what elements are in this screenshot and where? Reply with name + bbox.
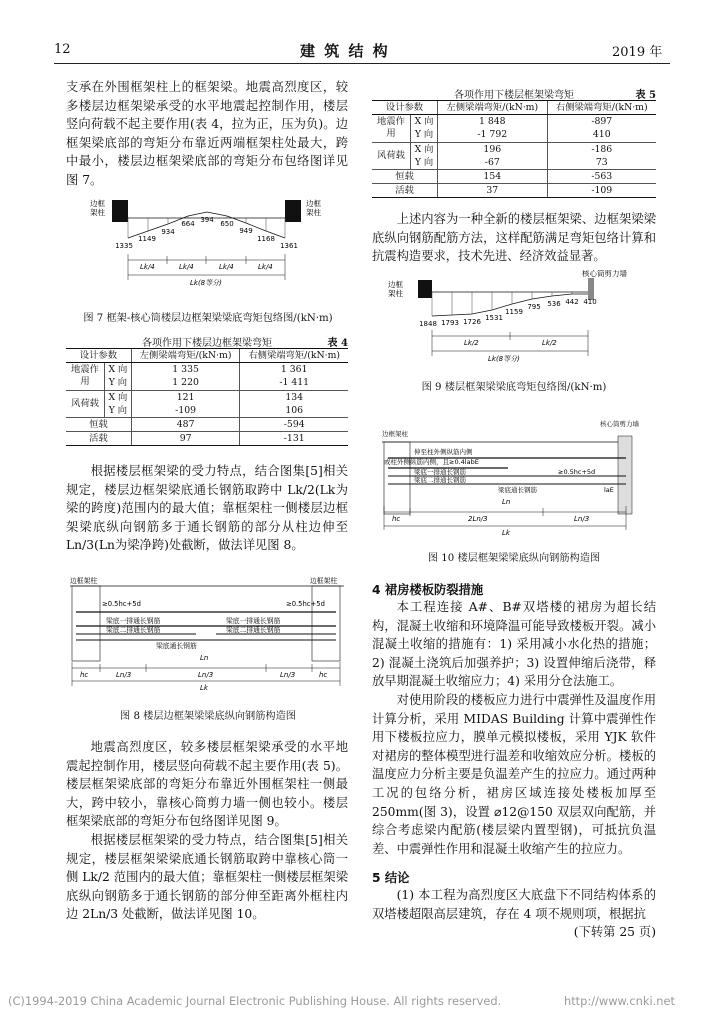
section-5-body: (1) 本工程为高烈度区大底盘下不同结构体系的双塔楼超限高层建筑，存在 4 项不规则项，根据抗 (下转第 25 页): [372, 886, 656, 942]
t4-r5-left: 97: [131, 432, 240, 446]
fig9-moment-label: 1726: [463, 318, 481, 326]
section-5-heading: 5 结论: [372, 871, 410, 885]
t5-r4-left: 154: [438, 170, 548, 184]
left-column-block: [112, 200, 128, 222]
fig7-left-label-1: 边框: [90, 199, 105, 208]
fig10-seg-2ln3: 2Ln/3: [468, 515, 488, 523]
t5-r4-right: -563: [547, 170, 656, 184]
fig7-moment-label: 394: [200, 216, 214, 224]
fig7-moment-label: 934: [161, 228, 175, 236]
fig7-span-4: Lk/4: [258, 263, 273, 271]
t4-r3-dir: Y 向: [105, 404, 132, 418]
t5-r0-dir: X 向: [411, 115, 438, 129]
fig9-moment-label: 536: [547, 300, 561, 308]
fig10-hc: hc: [392, 515, 401, 523]
t5-r5-right: -109: [547, 184, 656, 198]
section-4-body: [372, 598, 656, 858]
section-4-paragraph-2: 对使用阶段的楼板应力进行中震弹性及温度作用计算分析，采用 MIDAS Building 计算中震弹性作用下楼板拉应力，膜单元模拟楼板，采用 YJK 软件对裙房的整体模型进行温差和收缩效应分析。楼板的温度应力分析主要是负温差产生的拉应力。通过两种工况的包络分析，裙房区域连接处楼板加厚至250mm(图 3)，设置 ⌀12@150 双层双向配筋，并综合考虑梁内配筋(楼层梁内置型钢)，可抵抗负温差、中震弹性作用和混凝土收缩产生的拉应力。: [372, 692, 656, 856]
t5-r5-left: 37: [438, 184, 548, 198]
t4-r4-group: 恒载: [66, 418, 131, 432]
figure-7-diagram: [90, 198, 336, 298]
fig9-moment-label: 1793: [441, 319, 459, 327]
table-4: [66, 334, 348, 446]
t4-group-wind: 风荷载: [66, 390, 105, 417]
fig10-label-b2: 梁底二排通长钢筋: [414, 476, 466, 484]
left-paragraph-3: 地震高烈度区，较多楼层框架梁承受的水平地震起控制作用，楼层竖向荷载不起主要作用(表 5)。楼层框架梁底部的弯矩分布靠近外围框架柱一侧最大，跨中较小，靠核心筒剪力墙一侧也较小。楼层框架梁底部的弯矩分布包络图详见图 9。: [66, 740, 348, 829]
fig9-total: Lk(8等分): [488, 355, 520, 363]
table-4-label: 表 4: [327, 338, 348, 349]
t4-r5-right: -131: [240, 432, 348, 446]
t5-r2-dir: X 向: [411, 142, 438, 156]
figure-10-diagram: [378, 416, 654, 538]
left-paragraph-1: 支承在外围框架柱上的框架梁。地震高烈度区，较多楼层边框架梁承受的水平地震起控制作用，楼层竖向荷载不起主要作用(表 4，拉为正，压为负)。边框架梁底部的弯矩分布靠近两端框架柱处最大，跨中最小，楼层边框架梁底部的弯矩分布包络图详见图 7。: [66, 80, 348, 187]
table-4-title: 各项作用下楼层边框架梁弯矩: [142, 338, 272, 349]
t4-r1-right: -1 411: [240, 376, 348, 390]
right-paragraph-1: 上述内容为一种全新的楼层框架梁、边框架梁梁底纵向钢筋配筋方法，这样配筋满足弯矩包络计算和抗震构造要求，技术先进、经济效益显著。: [372, 212, 656, 264]
t4-r2-left: 121: [131, 390, 240, 404]
fig10-right-wall: 核心筒剪力墙: [600, 420, 639, 428]
fig8-seg3: Ln/3: [280, 671, 296, 679]
section-4-heading: 4 裙房楼板防裂措施: [372, 583, 484, 597]
fig7-span-1: Lk/4: [140, 263, 155, 271]
t5-r0-right: -897: [547, 115, 656, 129]
fig9-moment-label: 1848: [419, 320, 437, 328]
t4-header-param: 设计参数: [66, 349, 131, 363]
t5-r1-left: -1 792: [438, 128, 548, 142]
t5-header-right: 右侧梁端弯矩/(kN·m): [547, 101, 656, 115]
t5-group-wind: 风荷载: [372, 142, 411, 169]
fig10-ln: Ln: [502, 498, 511, 506]
right-column-block: [285, 200, 301, 222]
t4-r0-dir: X 向: [105, 363, 132, 377]
fig9-moment-label: 1159: [505, 308, 523, 316]
t4-r1-left: 1 220: [131, 376, 240, 390]
left-paragraph-4: 根据楼层框架梁的受力特点，结合图集[5]相关规定，楼层框架梁梁底通长钢筋取跨中靠核心筒一侧 Lk/2 范围内的最大值；靠框架柱一侧楼层框架梁底纵向钢筋多于通长钢筋的部分伸至距离外框柱内边 2Ln/3 处截断，做法详见图 10。: [66, 833, 348, 922]
fig10-seg-ln3: Ln/3: [574, 515, 590, 523]
t5-header-left: 左侧梁端弯矩/(kN·m): [438, 101, 548, 115]
t4-r5-group: 活载: [66, 432, 131, 446]
fig8-label-l2: 梁底二排通长钢筋: [106, 626, 161, 634]
fig7-left-label-2: 架柱: [90, 208, 105, 217]
figure-8-caption: 图 8 楼层边框架梁梁底纵向钢筋构造图: [120, 711, 296, 722]
fig9-left-label-1: 边框: [388, 280, 403, 289]
fig7-moment-label: 664: [181, 220, 195, 228]
fig9-wall-block: [588, 278, 594, 300]
fig8-hc-right: hc: [319, 671, 328, 679]
year: 2019 年: [612, 45, 663, 60]
t5-r2-right: -186: [547, 142, 656, 156]
fig9-moment-label: 410: [583, 298, 597, 306]
t5-r1-right: 410: [547, 128, 656, 142]
journal-title: 建 筑 结 构: [300, 42, 390, 60]
left-paragraph-2: 根据楼层框架梁的受力特点，结合图集[5]相关规定，楼层边框架梁底通长钢筋取跨中 Lk/2(Lk为梁的跨度)范围内的最大值；靠框架柱一侧楼层边框架梁底纵向钢筋多于通长钢筋的部分从柱边伸至 Ln/3(Ln为梁净跨)处截断，做法详见图 8。: [66, 464, 348, 553]
fig7-right-label-1: 边框: [306, 199, 321, 208]
fig7-moment-label: 1168: [257, 235, 275, 243]
t4-header-left: 左侧梁端弯矩/(kN·m): [131, 349, 240, 363]
section-4-paragraph-1: 本工程连接 A#、B#双塔楼的裙房为超长结构，混凝土收缩和环境降温可能导致楼板开裂。减小混凝土收缩的措施有：1) 采用减小水化热的措施；2) 混凝土浇筑后加强养护；3) 设置伸缩后浇带，释放早期混凝土收缩应力；4) 采用分仓法施工。: [372, 600, 656, 689]
fig8-anchor-right: ≥0.5hc+5d: [286, 600, 325, 608]
continued-note: (下转第 25 页): [573, 925, 656, 940]
figure-7-caption: 图 7 框架-核心筒楼层边框架梁梁底弯矩包络图/(kN·m): [83, 313, 333, 324]
t5-r3-dir: Y 向: [411, 156, 438, 170]
t4-r2-right: 134: [240, 390, 348, 404]
fig9-right-label: 核心筒剪力墙: [582, 270, 627, 278]
t5-r1-dir: Y 向: [411, 128, 438, 142]
t5-r3-left: -67: [438, 156, 548, 170]
table-5-label: 表 5: [635, 90, 656, 101]
fig8-label-r2: 梁底二排通长钢筋: [226, 626, 281, 634]
fig10-note-2: 或柱外侧纵筋内侧，且≥0.4labE: [384, 458, 479, 466]
t5-r0-left: 1 848: [438, 115, 548, 129]
t4-r3-right: 106: [240, 404, 348, 418]
t5-r4-group: 恒载: [372, 170, 438, 184]
fig7-total: Lk(8等分): [190, 279, 222, 287]
table-5: [372, 86, 656, 198]
fig9-moment-label: 795: [527, 303, 541, 311]
fig7-moment-label: 949: [239, 227, 253, 235]
t5-r2-left: 196: [438, 142, 548, 156]
fig9-span-2: Lk/2: [542, 339, 557, 347]
fig8-lk: Lk: [200, 684, 208, 692]
fig8-anchor-left: ≥0.5hc+5d: [102, 600, 141, 608]
fig8-label-r1: 梁底一排通长钢筋: [226, 617, 281, 625]
t4-r1-dir: Y 向: [105, 376, 132, 390]
figure-9-caption: 图 9 楼层框架梁梁底弯矩包络图/(kN·m): [421, 382, 607, 393]
fig10-anchor: ≥0.5hc+5d: [558, 468, 596, 476]
t5-r3-right: 73: [547, 156, 656, 170]
fig9-moment-label: 1531: [485, 314, 503, 322]
fig10-note-1: 伸至柱外侧纵筋内侧: [414, 448, 473, 456]
fig7-span-2: Lk/4: [179, 263, 194, 271]
fig8-label-l1: 梁底一排通长钢筋: [106, 617, 161, 625]
fig10-label-b1: 梁底一排通长钢筋: [414, 468, 466, 476]
page-number: 12: [54, 42, 71, 57]
fig7-right-label-2: 架柱: [306, 208, 321, 217]
fig9-column-block: [418, 280, 432, 298]
t4-r2-dir: X 向: [105, 390, 132, 404]
fig9-span-1: Lk/2: [464, 339, 479, 347]
t4-r0-right: 1 361: [240, 363, 348, 377]
table-5-title: 各项作用下楼层框架梁弯矩: [454, 90, 574, 101]
fig7-span-3: Lk/4: [219, 263, 234, 271]
t5-r5-group: 活载: [372, 184, 438, 198]
t4-r3-left: -109: [131, 404, 240, 418]
fig8-left-col: 边框架柱: [70, 577, 98, 585]
fig9-moment-label: 442: [565, 298, 579, 306]
t4-group-earthquake: 地震作用: [71, 364, 99, 388]
fig10-lk: Lk: [502, 529, 510, 537]
t5-group-earthquake: 地震作用: [377, 116, 405, 140]
t4-r4-left: 487: [131, 418, 240, 432]
fig10-left-col: 边框架柱: [382, 430, 408, 438]
footer-url: http://www.cnki.net: [564, 994, 675, 1008]
figure-9-diagram: [388, 270, 648, 370]
fig10-label-b3: 梁底通长钢筋: [498, 486, 537, 494]
fig8-label-l3: 梁底通长钢筋: [156, 642, 197, 650]
fig8-seg1: Ln/3: [116, 671, 132, 679]
fig7-moment-label: 1361: [280, 242, 298, 250]
fig7-moment-label: 1149: [138, 235, 156, 243]
figure-8-diagram: [66, 576, 348, 696]
footer-copyright: (C)1994-2019 China Academic Journal Electronic Publishing House. All rights reserved.: [8, 994, 502, 1008]
t4-r4-right: -594: [240, 418, 348, 432]
figure-10-caption: 图 10 楼层框架梁梁底纵向钢筋构造图: [427, 553, 601, 564]
t4-header-right: 右侧梁端弯矩/(kN·m): [240, 349, 348, 363]
fig7-moment-label: 1335: [115, 242, 133, 250]
t4-r0-left: 1 335: [131, 363, 240, 377]
fig7-moment-label: 650: [220, 220, 234, 228]
fig8-hc-left: hc: [80, 671, 89, 679]
fig8-ln: Ln: [200, 654, 209, 662]
header-rule: [54, 63, 670, 64]
fig8-right-col: 边框架柱: [310, 577, 338, 585]
t5-header-param: 设计参数: [372, 101, 438, 115]
fig10-lae: laE: [604, 486, 614, 494]
fig8-seg2: Ln/3: [198, 671, 214, 679]
fig9-left-label-2: 架柱: [388, 289, 403, 298]
